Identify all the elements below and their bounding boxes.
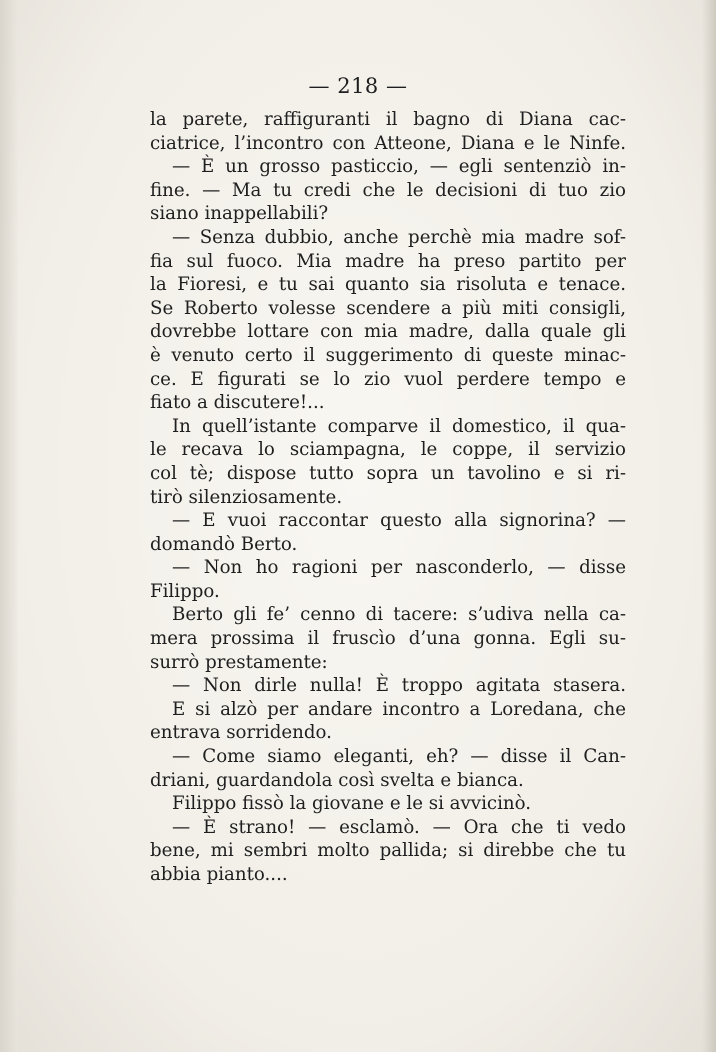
text-line: — È un grosso pasticcio, — egli sentenziò in- — [172, 156, 626, 178]
text-line: entrava sorridendo. — [150, 722, 332, 744]
text-line: surrò prestamente: — [150, 651, 328, 673]
page-left-shadow — [0, 0, 18, 1052]
text-line: le recava lo sciampagna, le coppe, il servizio — [150, 439, 626, 461]
text-line: siano inappellabili? — [150, 203, 329, 225]
text-line: — E vuoi raccontar questo alla signorina? — — [172, 510, 626, 532]
text-line: fiato a discutere!... — [150, 392, 325, 414]
text-line: fia sul fuoco. Mia madre ha preso partito per — [150, 250, 626, 272]
page-number: — 218 — — [308, 74, 408, 98]
text-line: E si alzò per andare incontro a Loredana, che — [172, 698, 626, 720]
text-line: è venuto certo il suggerimento di queste minac- — [150, 344, 626, 366]
text-line: In quell’istante comparve il domestico, il qua- — [172, 415, 626, 437]
text-line: — Non dirle nulla! È troppo agitata stasera. — [172, 675, 626, 697]
text-line: — È strano! — esclamò. — Ora che ti vedo — [172, 816, 626, 838]
text-line: Filippo fissò la giovane e le si avvicinò. — [172, 793, 532, 815]
text-line: — Non ho ragioni per nasconderlo, — disse — [172, 557, 626, 579]
text-line: la Fioresi, e tu sai quanto sia risoluta e tenace. — [150, 274, 626, 296]
text-line: — Come siamo eleganti, eh? — disse il Can- — [172, 746, 626, 768]
page-right-shadow — [702, 0, 716, 1052]
text-line: col tè; dispose tutto sopra un tavolino e si ri- — [150, 462, 626, 484]
text-line: la parete, raffiguranti il bagno di Diana cac- — [150, 109, 626, 130]
text-line: Se Roberto volesse scendere a più miti consigli, — [150, 297, 626, 319]
text-line: — Senza dubbio, anche perchè mia madre sof- — [172, 226, 626, 248]
text-line: driani, guardandola così svelta e bianca. — [150, 769, 524, 791]
text-line: dovrebbe lottare con mia madre, dalla quale gli — [150, 321, 626, 343]
body-text — [150, 108, 626, 887]
text-line: domandò Berto. — [150, 533, 298, 555]
text-line: ce. E figurati se lo zio vuol perdere tempo e — [150, 368, 626, 390]
text-line: abbia pianto.... — [150, 864, 288, 885]
text-line: mera prossima il fruscìo d’una gonna. Egli su- — [150, 628, 626, 650]
text-line: ciatrice, l’incontro con Atteone, Diana e le Ninfe. — [150, 132, 626, 154]
text-line: bene, mi sembri molto pallida; si direbbe che tu — [150, 840, 626, 862]
text-line: tirò silenziosamente. — [150, 486, 343, 508]
text-line: Berto gli fe’ cenno di tacere: s’udiva nella ca- — [172, 604, 626, 626]
text-line: Filippo. — [150, 580, 220, 602]
text-line: fine. — Ma tu credi che le decisioni di tuo zio — [150, 179, 626, 201]
